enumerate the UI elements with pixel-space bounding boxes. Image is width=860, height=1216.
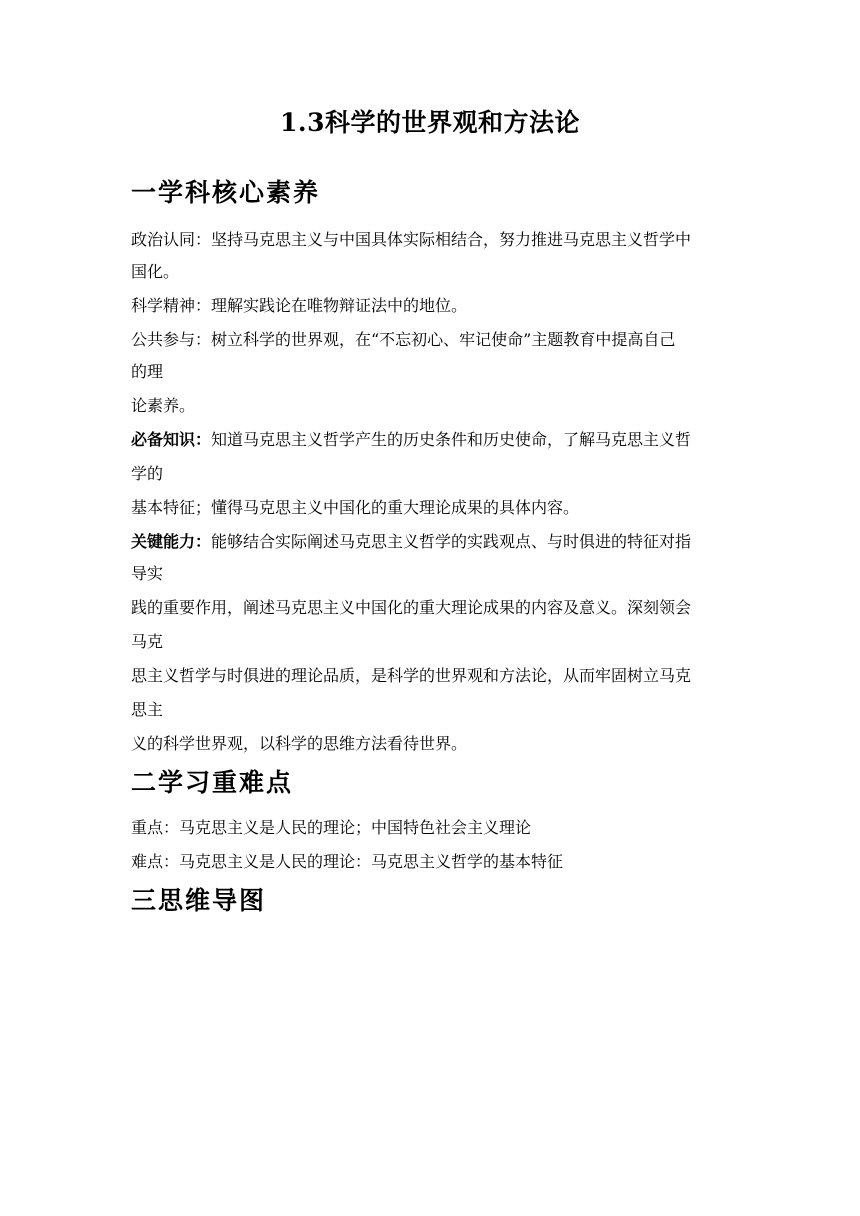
- document-title: 1.3科学的世界观和方法论: [280, 108, 580, 137]
- required-knowledge-text: 知道马克思主义哲学产生的历史条件和历史使命，了解马克思主义哲: [211, 430, 692, 449]
- section-heading-key-points: 二学习重难点: [131, 768, 294, 797]
- paragraph-line: 科学精神：理解实践论在唯物辩证法中的地位。: [131, 296, 468, 315]
- paragraph-line: 基本特征；懂得马克思主义中国化的重大理论成果的具体内容。: [131, 498, 580, 517]
- paragraph-line: 导实: [131, 564, 164, 583]
- paragraph-line: 马克: [131, 632, 164, 651]
- paragraph-line-required-knowledge: [131, 429, 691, 451]
- paragraph-line: 践的重要作用，阐述马克思主义中国化的重大理论成果的内容及意义。深刻领会: [131, 598, 692, 617]
- paragraph-line: 的理: [131, 362, 164, 381]
- paragraph-line: 学的: [131, 464, 164, 483]
- paragraph-line: 论素养。: [131, 396, 196, 415]
- paragraph-line: 公共参与：树立科学的世界观，在“不忘初心、牢记使命”主题教育中提高自己: [131, 330, 676, 349]
- paragraph-line-difficulty: 难点：马克思主义是人民的理论：马克思主义哲学的基本特征: [131, 852, 564, 871]
- paragraph-line-key-ability: [131, 531, 691, 553]
- paragraph-line: 思主: [131, 700, 164, 719]
- paragraph-line: 政治认同：坚持马克思主义与中国具体实际相结合，努力推进马克思主义哲学中: [131, 230, 692, 249]
- paragraph-line: 国化。: [131, 262, 180, 281]
- section-heading-core-literacy: 一学科核心素养: [131, 178, 321, 207]
- required-knowledge-label: 必备知识：: [131, 430, 212, 449]
- section-heading-mind-map: 三思维导图: [131, 886, 267, 915]
- key-ability-text: 能够结合实际阐述马克思主义哲学的实践观点、与时俱进的特征对指: [211, 532, 692, 551]
- key-ability-label: 关键能力：: [131, 532, 212, 551]
- paragraph-line-focus: 重点：马克思主义是人民的理论；中国特色社会主义理论: [131, 818, 532, 837]
- paragraph-line: 义的科学世界观，以科学的思维方法看待世界。: [131, 734, 468, 753]
- paragraph-line: 思主义哲学与时俱进的理论品质，是科学的世界观和方法论，从而牢固树立马克: [131, 666, 692, 685]
